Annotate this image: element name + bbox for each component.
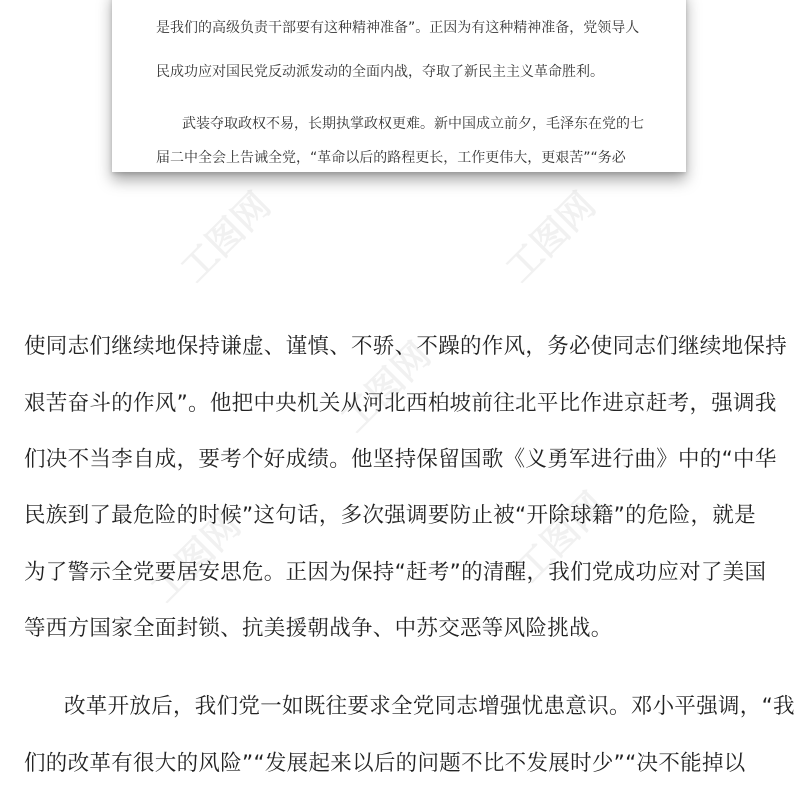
excerpt-line: 武装夺取政权不易，长期执掌政权更难。新中国成立前夕，毛泽东在党的七 bbox=[182, 116, 644, 132]
excerpt-line: 民成功应对国民党反动派发动的全面内战，夺取了新民主主义革命胜利。 bbox=[156, 64, 604, 80]
watermark: 工图网 bbox=[333, 334, 439, 441]
paragraph-line: 艰苦奋斗的作风”。他把中央机关从河北西柏坡前往北平比作进京赶考，强调我 bbox=[24, 391, 777, 416]
watermark: 工图网 bbox=[508, 484, 614, 591]
paragraph-line: 为了警示全党要居安思危。正因为保持“赶考”的清醒，我们党成功应对了美国 bbox=[24, 560, 767, 585]
watermark: 工图网 bbox=[498, 184, 604, 291]
paragraph-line: 使同志们继续地保持谦虚、谨慎、不骄、不躁的作风，务必使同志们继续地保持 bbox=[24, 334, 788, 359]
paragraph-line: 们决不当李自成，要考个好成绩。他坚持保留国歌《义勇军进行曲》中的“中华 bbox=[24, 447, 777, 472]
excerpt-line: 是我们的高级负责干部要有这种精神准备”。正因为有这种精神准备，党领导人 bbox=[156, 20, 640, 36]
watermark: 工图网 bbox=[143, 504, 249, 611]
paragraph-line: 改革开放后，我们党一如既往要求全党同志增强忧患意识。邓小平强调，“我 bbox=[64, 694, 795, 719]
paragraph-line: 等西方国家全面封锁、抗美援朝战争、中苏交恶等风险挑战。 bbox=[24, 616, 613, 641]
paragraph-line: 们的改革有很大的风险”“发展起来以后的问题不比不发展时少”“决不能掉以 bbox=[24, 751, 746, 776]
watermark: 工图网 bbox=[173, 184, 279, 291]
excerpt-card bbox=[112, 0, 686, 172]
excerpt-line: 届二中全会上告诫全党，“革命以后的路程更长，工作更伟大，更艰苦”“务必 bbox=[156, 150, 626, 166]
paragraph-line: 民族到了最危险的时候”这句话，多次强调要防止被“开除球籍”的危险，就是 bbox=[24, 503, 756, 528]
